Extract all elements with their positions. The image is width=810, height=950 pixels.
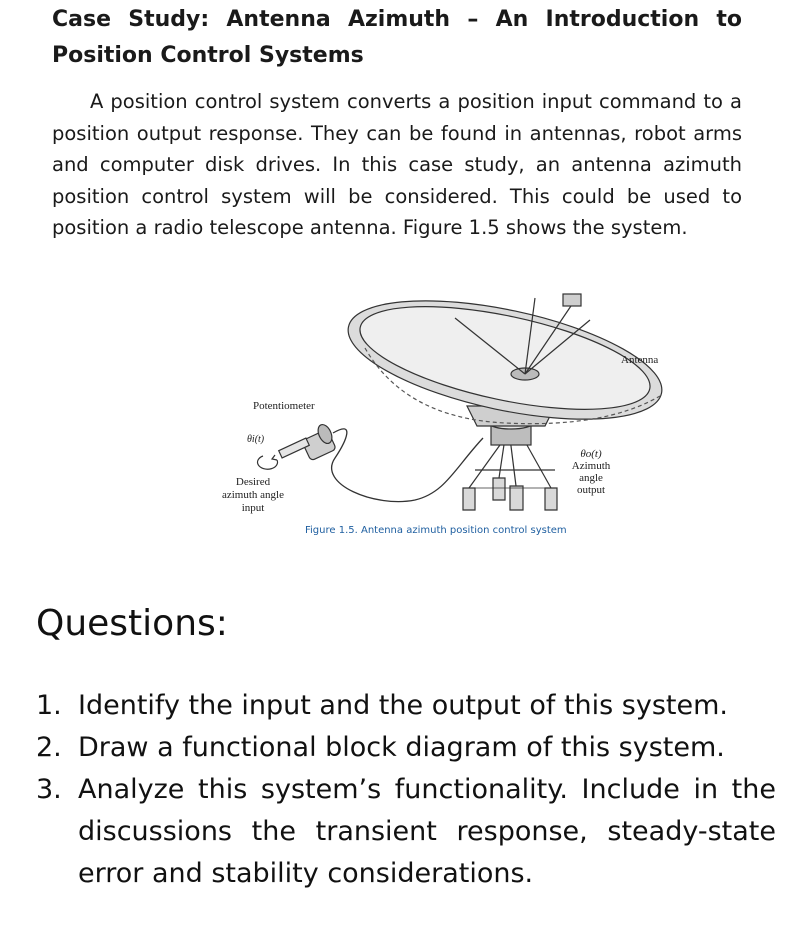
label-output-description bbox=[563, 448, 619, 496]
antenna-base bbox=[463, 438, 557, 510]
intro-paragraph: A position control system converts a position input command to a position output response. They can be found in antennas, robot arms and computer disk drives. In this case study, an antenna azimuth position control system will be considered. This could be used to position a radio telescope antenna. Figure 1.5 shows the system. bbox=[52, 90, 742, 239]
question-number: 3. bbox=[36, 774, 62, 805]
question-item bbox=[36, 727, 776, 769]
figure-antenna-system bbox=[205, 288, 685, 550]
label-output-line-1: Azimuth bbox=[571, 460, 611, 472]
label-input-line-1: Desired bbox=[235, 476, 271, 488]
label-output-line-2: angle bbox=[579, 472, 603, 484]
label-potentiometer: Potentiometer bbox=[253, 400, 315, 412]
label-antenna: Antenna bbox=[621, 354, 659, 366]
question-number: 2. bbox=[36, 732, 62, 763]
label-input-line-2: azimuth angle bbox=[221, 489, 284, 501]
question-item bbox=[36, 769, 776, 895]
label-output-line-3: output bbox=[576, 484, 606, 496]
figure-caption: Figure 1.5. Antenna azimuth position control system bbox=[305, 525, 567, 536]
questions-list bbox=[36, 685, 776, 895]
cable bbox=[332, 429, 483, 502]
label-input-description bbox=[205, 476, 301, 515]
label-output-symbol: θo(t) bbox=[580, 448, 602, 460]
question-number: 1. bbox=[36, 690, 62, 721]
question-text: Identify the input and the output of this system. bbox=[78, 690, 728, 721]
question-text: Analyze this system’s functionality. Include in the discussions the transient response, steady-state error and stability considerations. bbox=[78, 774, 776, 889]
question-text: Draw a functional block diagram of this system. bbox=[78, 732, 725, 763]
question-item bbox=[36, 685, 776, 727]
label-input-symbol: θi(t) bbox=[247, 434, 265, 445]
questions-heading: Questions: bbox=[36, 603, 228, 644]
potentiometer-icon bbox=[258, 422, 337, 469]
case-study-title: Case Study: Antenna Azimuth – An Introduction to Position Control Systems bbox=[52, 7, 742, 68]
label-input-line-3: input bbox=[241, 502, 265, 514]
